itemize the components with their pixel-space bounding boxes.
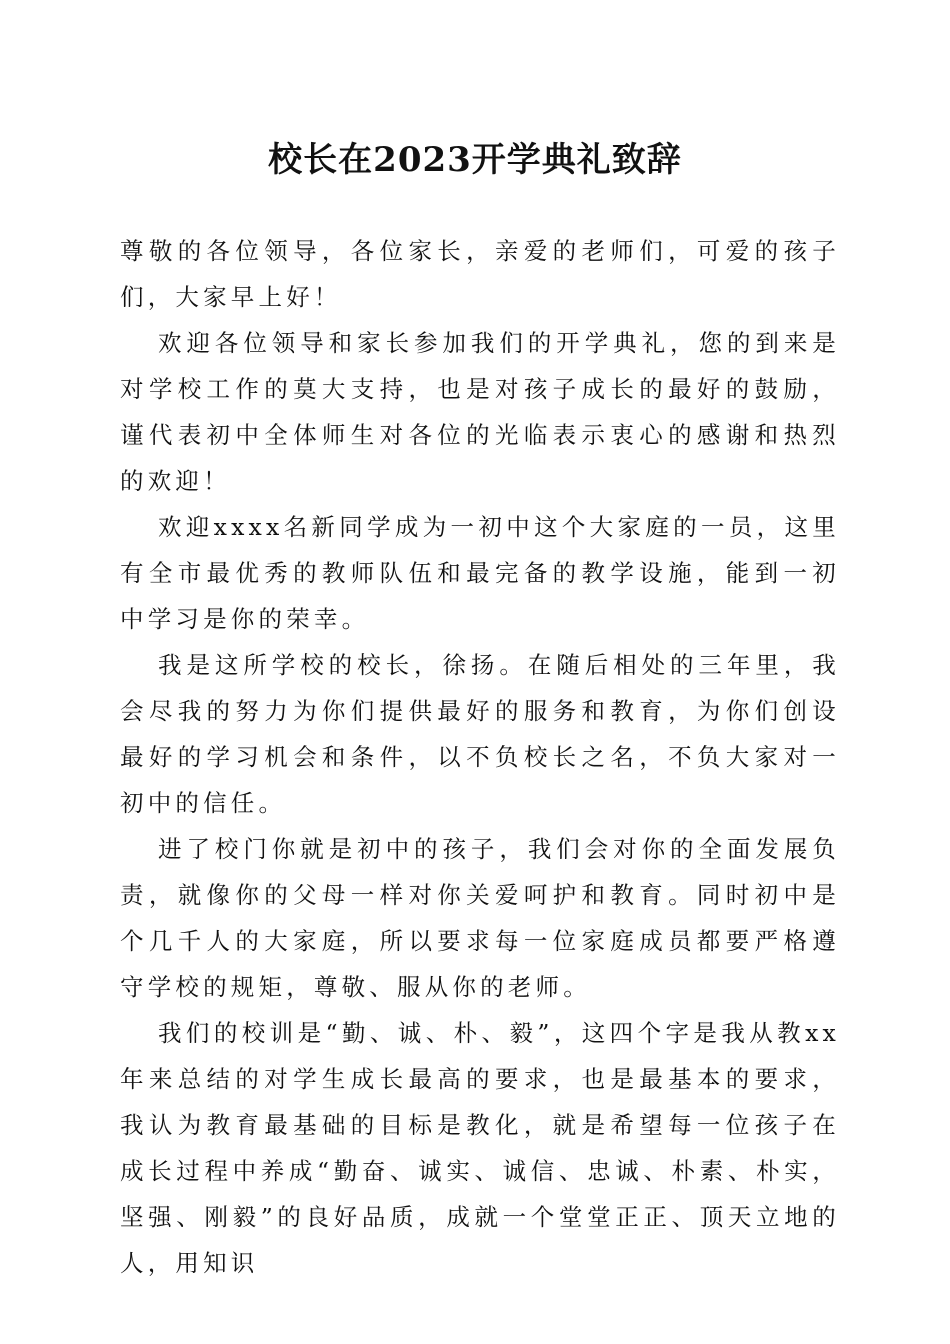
paragraph-principal-intro: 我是这所学校的校长，徐扬。在随后相处的三年里，我会尽我的努力为你们提供最好的服务和教育，为你们创设最好的学习机会和条件，以不负校长之名，不负大家对一初中的信任。 bbox=[120, 651, 840, 817]
paragraph-welcome-guests: 欢迎各位领导和家长参加我们的开学典礼，您的到来是对学校工作的莫大支持，也是对孩子成长的最好的鼓励，谨代表初中全体师生对各位的光临表示衷心的感谢和热烈的欢迎！ bbox=[120, 329, 840, 495]
paragraph-school-family: 进了校门你就是初中的孩子，我们会对你的全面发展负责，就像你的父母一样对你关爱呵护和教育。同时初中是个几千人的大家庭，所以要求每一位家庭成员都要严格遵守学校的规矩，尊敬、服从你的老师。 bbox=[120, 835, 840, 1001]
paragraph-greeting: 尊敬的各位领导，各位家长，亲爱的老师们，可爱的孩子们，大家早上好！ bbox=[120, 237, 840, 311]
paragraph-welcome-students: 欢迎xxxx名新同学成为一初中这个大家庭的一员，这里有全市最优秀的教师队伍和最完备的教学设施，能到一初中学习是你的荣幸。 bbox=[120, 513, 840, 633]
document-title: 校长在2023开学典礼致辞 bbox=[268, 140, 682, 180]
paragraph-school-motto: 我们的校训是“勤、诚、朴、毅”，这四个字是我从教xx年来总结的对学生成长最高的要求，也是最基本的要求，我认为教育最基础的目标是教化，就是希望每一位孩子在成长过程中养成“勤奋、诚实、诚信、忠诚、朴素、朴实，坚强、刚毅”的良好品质，成就一个堂堂正正、顶天立地的人，用知识 bbox=[120, 1019, 840, 1277]
document-body bbox=[120, 228, 840, 1286]
